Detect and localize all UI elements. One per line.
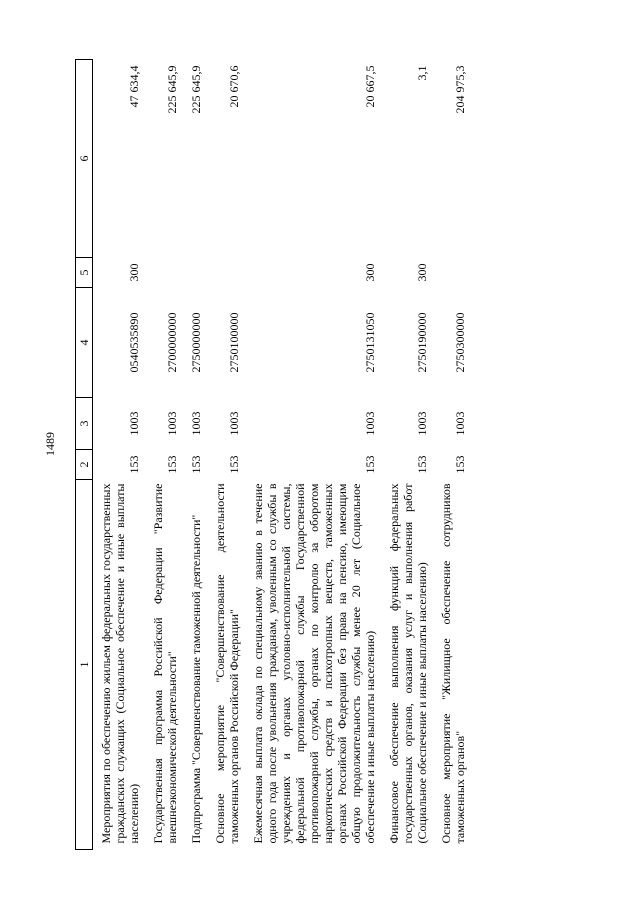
header-col-1: 1 [76, 480, 93, 850]
row-col-2: 153 [363, 455, 377, 474]
row-col-5 [433, 258, 471, 288]
row-col-4: 0540535890 [127, 312, 141, 373]
row-col-5 [207, 258, 245, 288]
row-col-5: 300 [127, 263, 141, 282]
row-col-5: 300 [363, 263, 377, 282]
row-amount: 20 670,6 [227, 65, 241, 108]
row-name: Основное мероприятие "Жилищное обеспечение сотрудников таможенных органов" [439, 483, 467, 844]
row-col-4: 2750300000 [453, 312, 467, 373]
row-amount: 204 975,3 [453, 65, 467, 114]
row-col-5: 300 [415, 263, 429, 282]
table-row [183, 60, 207, 850]
row-col-4: 2750190000 [415, 312, 429, 373]
row-amount: 3,1 [415, 65, 429, 81]
row-col-3: 1003 [415, 411, 429, 436]
rotated-table-container [75, 60, 578, 850]
row-col-2: 153 [189, 455, 203, 474]
table-row [93, 60, 146, 850]
header-col-3: 3 [76, 398, 93, 450]
row-col-2: 153 [227, 455, 241, 474]
header-col-5: 5 [76, 258, 93, 288]
row-amount: 47 634,4 [127, 65, 141, 108]
table-row [207, 60, 245, 850]
row-col-3: 1003 [165, 411, 179, 436]
row-col-3: 1003 [363, 411, 377, 436]
row-col-4: 2750000000 [189, 312, 203, 373]
row-col-5 [145, 258, 183, 288]
row-name: Основное мероприятие "Совершенствование деятельности таможенных органов Российской Федерации" [213, 483, 241, 844]
row-name: Мероприятия по обеспечению жильем федеральных государственных гражданских служащих (Социальное обеспечение и иные выплаты населению) [99, 483, 141, 844]
page-number: 1489 [43, 432, 57, 456]
row-col-5 [183, 258, 207, 288]
row-amount: 225 645,9 [165, 65, 179, 114]
table-row [381, 60, 433, 850]
header-col-2: 2 [76, 450, 93, 480]
table-row [433, 60, 471, 850]
row-amount: 20 667,5 [363, 65, 377, 108]
row-col-3: 1003 [127, 411, 141, 436]
row-name: Ежемесячная выплата оклада по специальному званию в течение одного года после увольнения гражданам, уволенным со службы в учреждениях и органах уголовно-исполнительной системы, федеральной противопожарной службы Государственной противопожарной службы, органах по контролю за оборотом наркотических средств и психотропных веществ, таможенных органах Российской Федерации без права на пенсию, имеющим общую продолжительность службы менее 20 лет (Социальное обеспечение и иные выплаты населению) [251, 483, 377, 844]
row-amount: 225 645,9 [189, 65, 203, 114]
row-col-2: 153 [453, 455, 467, 474]
table-row [245, 60, 381, 850]
row-col-2: 153 [127, 455, 141, 474]
row-col-3: 1003 [189, 411, 203, 436]
budget-table [75, 59, 471, 850]
header-row [76, 60, 93, 850]
row-col-3: 1003 [453, 411, 467, 436]
table-row [145, 60, 183, 850]
row-name: Государственная программа Российской Федерации "Развитие внешнеэкономической деятельности" [151, 483, 179, 844]
row-col-4: 2700000000 [165, 312, 179, 373]
row-col-3: 1003 [227, 411, 241, 436]
row-col-2: 153 [415, 455, 429, 474]
header-col-4: 4 [76, 288, 93, 398]
row-name: Подпрограмма "Совершенствование таможенной деятельности" [189, 514, 203, 844]
header-col-6: 6 [76, 60, 93, 258]
row-name: Финансовое обеспечение выполнения функций федеральных государственных органов, оказания услуг и выполнения работ (Социальное обеспечение и иные выплаты населению) [387, 483, 429, 844]
row-col-4: 2750131050 [363, 312, 377, 373]
row-col-2: 153 [165, 455, 179, 474]
row-col-4: 2750100000 [227, 312, 241, 373]
